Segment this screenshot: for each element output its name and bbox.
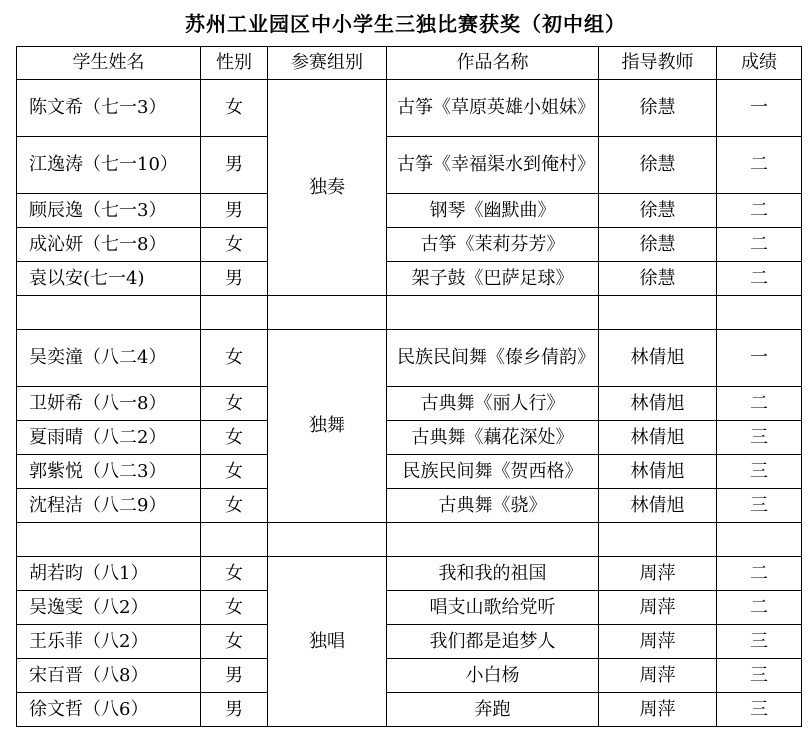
teacher: 徐慧 <box>599 137 717 194</box>
table-row <box>17 693 802 727</box>
header-gender: 性别 <box>201 47 268 80</box>
category-cell: 独舞 <box>268 330 387 523</box>
header-student-name: 学生姓名 <box>17 47 201 80</box>
empty-cell <box>268 296 387 330</box>
student-name: 陈文希（七一3） <box>17 80 201 137</box>
header-category: 参赛组别 <box>268 47 387 80</box>
result: 一 <box>717 80 802 137</box>
work-title: 民族民间舞《贺西格》 <box>387 455 599 489</box>
teacher: 周萍 <box>599 557 717 591</box>
student-name: 袁以安(七一4) <box>17 262 201 296</box>
work-title: 古筝《幸福渠水到俺村》 <box>387 137 599 194</box>
student-name: 顾辰逸（七一3） <box>17 194 201 228</box>
gender: 男 <box>201 693 268 727</box>
table-row <box>17 194 802 228</box>
teacher: 林倩旭 <box>599 330 717 387</box>
work-title: 钢琴《幽默曲》 <box>387 194 599 228</box>
table-row <box>17 421 802 455</box>
gender: 女 <box>201 591 268 625</box>
work-title: 我和我的祖国 <box>387 557 599 591</box>
work-title: 奔跑 <box>387 693 599 727</box>
header-result: 成绩 <box>717 47 802 80</box>
student-name: 卫妍希（八一8） <box>17 387 201 421</box>
result: 三 <box>717 455 802 489</box>
empty-cell <box>717 296 802 330</box>
empty-cell <box>599 296 717 330</box>
table-row <box>17 557 802 591</box>
result: 二 <box>717 591 802 625</box>
work-title: 古典舞《藕花深处》 <box>387 421 599 455</box>
result: 二 <box>717 387 802 421</box>
gender: 女 <box>201 625 268 659</box>
result: 三 <box>717 659 802 693</box>
work-title: 古典舞《骁》 <box>387 489 599 523</box>
table-row <box>17 262 802 296</box>
work-title: 古筝《草原英雄小姐妹》 <box>387 80 599 137</box>
work-title: 小白杨 <box>387 659 599 693</box>
table-header-row <box>17 47 802 80</box>
student-name: 吴逸雯（八2） <box>17 591 201 625</box>
empty-cell <box>201 523 268 557</box>
teacher: 周萍 <box>599 591 717 625</box>
work-title: 我们都是追梦人 <box>387 625 599 659</box>
gender: 男 <box>201 659 268 693</box>
gender: 女 <box>201 489 268 523</box>
empty-cell <box>599 523 717 557</box>
table-row <box>17 228 802 262</box>
table-row <box>17 659 802 693</box>
table-row <box>17 489 802 523</box>
table-row <box>17 330 802 387</box>
result: 二 <box>717 228 802 262</box>
student-name: 徐文哲（八6） <box>17 693 201 727</box>
result: 二 <box>717 194 802 228</box>
student-name: 江逸涛（七一10） <box>17 137 201 194</box>
table-row <box>17 80 802 137</box>
teacher: 徐慧 <box>599 80 717 137</box>
work-title: 古筝《茉莉芬芳》 <box>387 228 599 262</box>
student-name: 成沁妍（七一8） <box>17 228 201 262</box>
work-title: 架子鼓《巴萨足球》 <box>387 262 599 296</box>
table-row <box>17 137 802 194</box>
student-name: 郭紫悦（八二3） <box>17 455 201 489</box>
gender: 女 <box>201 330 268 387</box>
empty-cell <box>268 523 387 557</box>
student-name: 夏雨晴（八二2） <box>17 421 201 455</box>
result: 三 <box>717 489 802 523</box>
awards-table <box>16 46 802 727</box>
student-name: 宋百晋（八8） <box>17 659 201 693</box>
empty-cell <box>717 523 802 557</box>
gender: 男 <box>201 137 268 194</box>
result: 二 <box>717 262 802 296</box>
teacher: 周萍 <box>599 659 717 693</box>
gender: 女 <box>201 387 268 421</box>
document-title: 苏州工业园区中小学生三独比赛获奖（初中组） <box>185 12 626 36</box>
work-title: 唱支山歌给党听 <box>387 591 599 625</box>
category-cell: 独奏 <box>268 80 387 296</box>
result: 三 <box>717 693 802 727</box>
gender: 女 <box>201 455 268 489</box>
empty-cell <box>387 296 599 330</box>
teacher: 周萍 <box>599 693 717 727</box>
gender: 女 <box>201 228 268 262</box>
teacher: 徐慧 <box>599 194 717 228</box>
empty-cell <box>17 523 201 557</box>
table-row <box>17 455 802 489</box>
gender: 男 <box>201 262 268 296</box>
empty-cell <box>387 523 599 557</box>
work-title: 古典舞《丽人行》 <box>387 387 599 421</box>
student-name: 王乐菲（八2） <box>17 625 201 659</box>
teacher: 林倩旭 <box>599 455 717 489</box>
work-title: 民族民间舞《傣乡倩韵》 <box>387 330 599 387</box>
student-name: 胡若昀（八1） <box>17 557 201 591</box>
teacher: 林倩旭 <box>599 387 717 421</box>
student-name: 沈程洁（八二9） <box>17 489 201 523</box>
teacher: 徐慧 <box>599 228 717 262</box>
gender: 女 <box>201 557 268 591</box>
gender: 女 <box>201 421 268 455</box>
teacher: 林倩旭 <box>599 421 717 455</box>
table-row <box>17 591 802 625</box>
gender: 女 <box>201 80 268 137</box>
category-cell: 独唱 <box>268 557 387 727</box>
teacher: 林倩旭 <box>599 489 717 523</box>
student-name: 吴奕潼（八二4） <box>17 330 201 387</box>
result: 一 <box>717 330 802 387</box>
result: 三 <box>717 625 802 659</box>
header-work-title: 作品名称 <box>387 47 599 80</box>
table-row <box>17 387 802 421</box>
header-teacher: 指导教师 <box>599 47 717 80</box>
spacer-row <box>17 296 802 330</box>
empty-cell <box>201 296 268 330</box>
result: 三 <box>717 421 802 455</box>
spacer-row <box>17 523 802 557</box>
teacher: 徐慧 <box>599 262 717 296</box>
result: 二 <box>717 557 802 591</box>
gender: 男 <box>201 194 268 228</box>
result: 二 <box>717 137 802 194</box>
empty-cell <box>17 296 201 330</box>
teacher: 周萍 <box>599 625 717 659</box>
table-row <box>17 625 802 659</box>
